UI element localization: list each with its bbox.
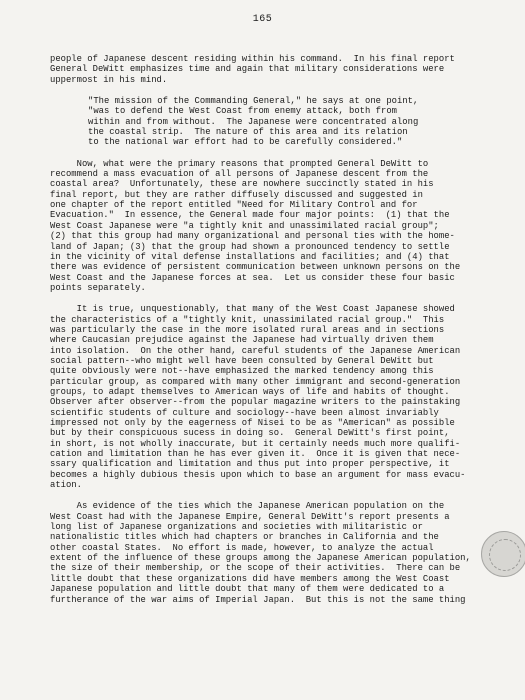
- text-line: furtherance of the war aims of Imperial Japan. But this is not the same thing: [50, 594, 466, 605]
- text-line: West Coast and the Japanese forces at sea. Let us consider these four basic: [50, 272, 455, 283]
- text-line: recommend a mass evacuation of all persons of Japanese descent from the: [50, 169, 429, 180]
- text-line: little doubt that these organizations did have members among the West Coast: [50, 573, 450, 584]
- text-line: within and from without. The Japanese were concentrated along: [88, 116, 419, 127]
- text-line: social pattern--who might well have been consulted by General DeWitt but: [50, 355, 434, 366]
- text-line: nationalistic titles which had chapters or branches in California and the: [50, 532, 439, 543]
- text-line: land of Japan; (3) that the group had shown a pronounced tendency to settle: [50, 241, 450, 252]
- text-line: in short, is not wholly inaccurate, but it certainly needs much more qualifi-: [50, 438, 461, 449]
- text-line: groups, to adapt themselves to American ways of life and habits of thought.: [50, 386, 450, 397]
- text-line: particular group, as compared with many other immigrant and second-generation: [50, 376, 461, 387]
- paragraph: [50, 159, 490, 293]
- text-line: uppermost in his mind.: [50, 74, 168, 85]
- text-line: cation and limitation than he has ever given it. Once it is given that nece-: [50, 449, 461, 460]
- archive-stamp-ring: [489, 539, 521, 571]
- text-line: Japanese population and little doubt that many of them were dedicated to a: [50, 584, 445, 595]
- text-line: one chapter of the report entitled "Need for Military Control and for: [50, 200, 418, 211]
- page-number: 165: [252, 14, 273, 25]
- paragraph-gap: [50, 85, 490, 96]
- text-line: impressed not only by the eagerness of Nisei to be as "American" as possible: [50, 418, 455, 428]
- paragraph: [50, 54, 490, 85]
- text-line: people of Japanese descent residing within his command. In his final report: [50, 54, 455, 64]
- text-line: the coastal strip. The nature of this area and its relation: [88, 127, 408, 138]
- paragraph-gap: [50, 490, 490, 501]
- text-line: scientific students of culture and sociology--have been almost invariably: [50, 407, 439, 418]
- text-line: extent of the influence of these groups among the Japanese American population,: [50, 553, 471, 564]
- text-line: into isolation. On the other hand, careful students of the Japanese American: [50, 345, 461, 356]
- text-line: "was to defend the West Coast from enemy attack, both from: [88, 106, 397, 117]
- text-line: becomes a highly dubious thesis upon which to base an argument for mass evacu-: [50, 469, 466, 480]
- text-line: to the national war effort had to be carefully considered.": [88, 137, 403, 148]
- text-line: "The mission of the Commanding General," he says at one point,: [88, 96, 419, 107]
- paragraph: [50, 501, 490, 604]
- paragraph-gap: [50, 148, 490, 159]
- document-body: [50, 54, 490, 605]
- text-line: West Coast had with the Japanese Empire, General DeWitt's report presents a: [50, 511, 450, 522]
- text-line: It is true, unquestionably, that many of the West Coast Japanese showed: [50, 304, 455, 315]
- text-line: the characteristics of a "tightly knit, unassimilated racial group." This: [50, 314, 445, 325]
- text-line: other coastal States. No effort is made, however, to analyze the actual: [50, 542, 434, 553]
- text-line: coastal area? Unfortunately, these are nowhere succinctly stated in his: [50, 179, 434, 190]
- text-line: Evacuation." In essence, the General made four major points: (1) that the: [50, 210, 450, 221]
- text-line: was particularly the case in the more isolated rural areas and in sections: [50, 324, 445, 335]
- text-line: points separately.: [50, 282, 146, 293]
- text-line: there was evidence of persistent communication between unknown persons on the: [50, 262, 461, 273]
- text-line: quite obviously were not--have emphasized the marked tendency among this: [50, 366, 434, 377]
- text-line: West Coast Japanese were "a tightly knit and unassimilated racial group";: [50, 220, 439, 231]
- block-quote: [50, 96, 490, 148]
- text-line: Now, what were the primary reasons that prompted General DeWitt to: [50, 158, 429, 169]
- text-line: where Caucasian prejudice against the Japanese had virtually driven them: [50, 335, 434, 346]
- text-line: Observer after observer--from the popular magazine writers to the painstaking: [50, 397, 461, 408]
- text-line: ssary qualification and limitation and thus put into proper perspective, it: [50, 459, 450, 470]
- text-line: in the vicinity of vital defense installations and facilities; and (4) that: [50, 251, 450, 262]
- paragraph: [50, 304, 490, 490]
- text-line: ation.: [50, 480, 82, 491]
- text-line: final report, but they are rather diffusely discussed and suggested in: [50, 189, 423, 200]
- text-line: but by their conspicuous sucess in doing so. General DeWitt's first point,: [50, 428, 450, 439]
- text-line: the size of their membership, or the scope of their activities. There can be: [50, 563, 461, 574]
- text-line: (2) that this group had many organizational and personal ties with the home-: [50, 231, 455, 242]
- text-line: General DeWitt emphasizes time and again that military considerations were: [50, 64, 445, 75]
- text-line: long list of Japanese organizations and societies with militaristic or: [50, 522, 423, 533]
- archive-stamp: [481, 531, 525, 577]
- paragraph-gap: [50, 293, 490, 304]
- text-line: As evidence of the ties which the Japanese American population on the: [50, 501, 445, 512]
